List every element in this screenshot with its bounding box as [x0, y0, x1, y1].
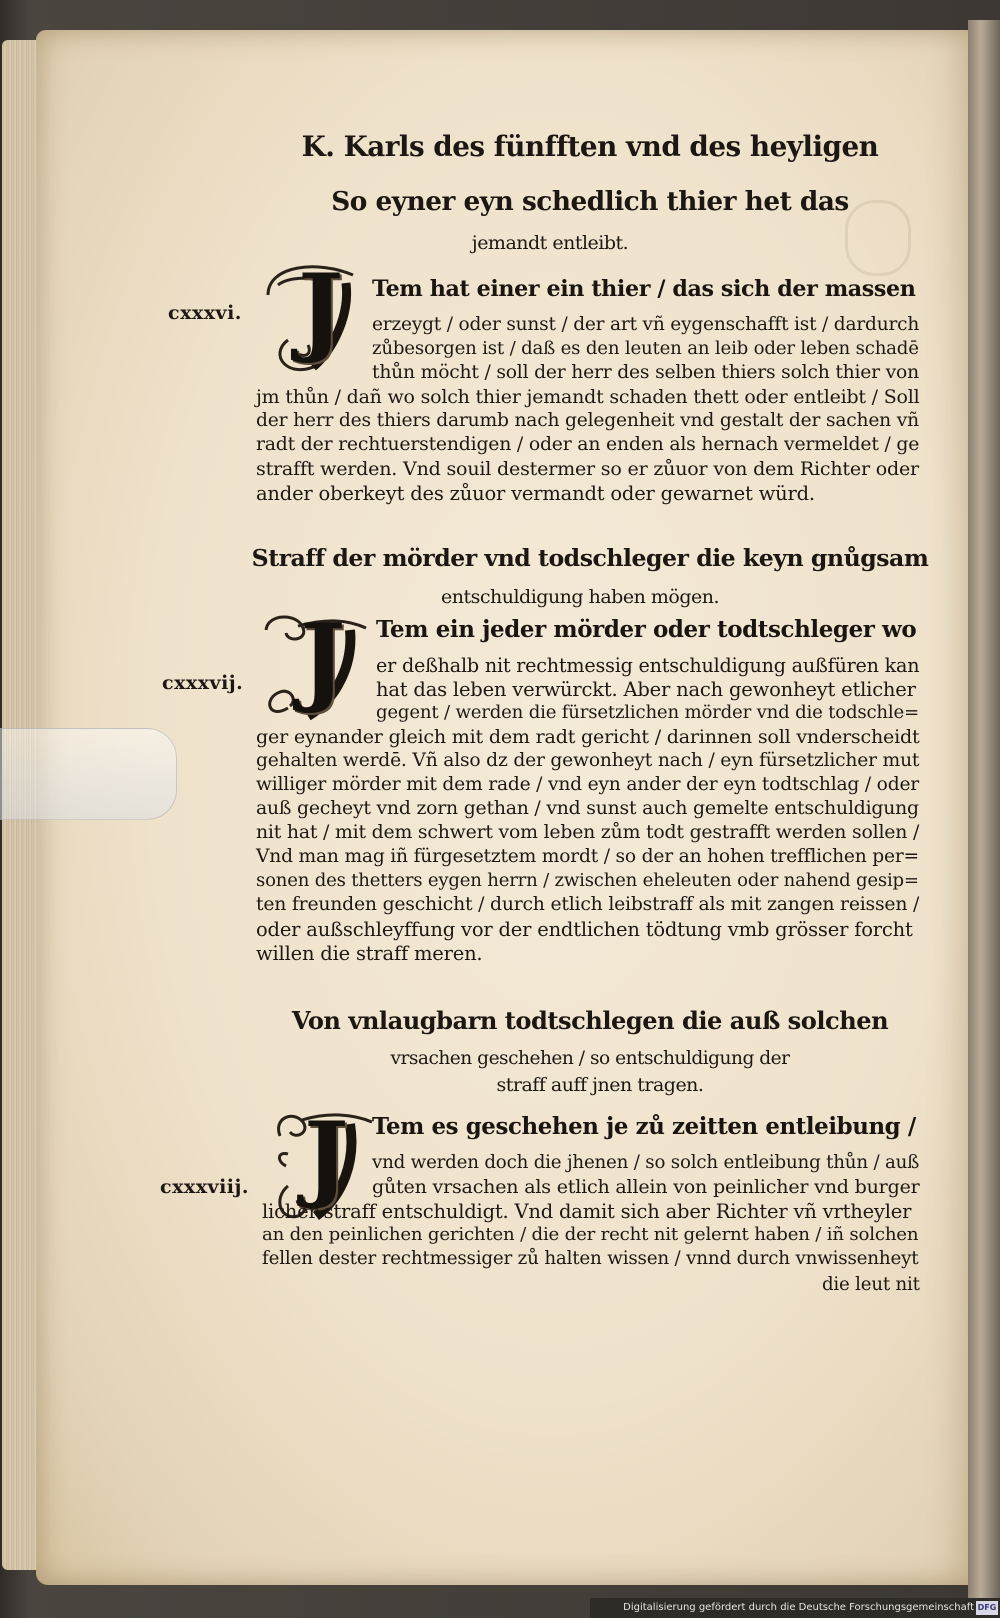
- section-3-heading-line-3: straff auff jnen tragen.: [496, 1074, 704, 1096]
- section-1-line-3: thůn möcht / soll der herr des selben thiers solch thier von: [372, 362, 919, 383]
- section-2-heading-line-1: Straff der mörder vnd todschleger die keyn gnůgsam: [251, 544, 929, 572]
- section-2-line-6: williger mörder mit dem rade / vnd eyn ander der eyn todtschlag / oder: [256, 774, 919, 795]
- section-1-line-6: radt der rechtuerstendigen / oder an enden als hernach vermeldet / ge: [256, 434, 920, 455]
- section-1-line-8: ander oberkeyt des zůuor vermandt oder gewarnet würd.: [256, 482, 815, 505]
- catchword: die leut nit: [822, 1274, 920, 1295]
- section-1-line-2: zůbesorgen ist / daß es den leuten an leib oder leben schadē: [372, 338, 919, 359]
- section-2-line-10: sonen des thetters eygen herrn / zwischen eheleuten oder nahend gesip=: [256, 870, 919, 891]
- section-2-article-number: cxxxvij.: [162, 672, 244, 694]
- dfg-logo: DFG: [976, 1601, 998, 1615]
- section-2-line-2: hat das leben verwürckt. Aber nach gewonheyt etlicher: [376, 678, 916, 701]
- section-3-line-5: fellen dester rechtmessiger zů halten wissen / vnnd durch vnwissenheyt: [262, 1248, 919, 1269]
- section-1-initial: J: [298, 253, 344, 366]
- section-2-line-8: nit hat / mit dem schwert vom leben zům todt gestrafft werden sollen /: [256, 822, 920, 843]
- section-1-line-1: erzeygt / oder sunst / der art vñ eygenschafft ist / dardurch: [372, 314, 920, 335]
- section-1-first-line: Tem hat einer ein thier / das sich der massen: [372, 276, 916, 302]
- section-3-heading-line-1: Von vnlaugbarn todtschlegen die auß solchen: [291, 1006, 889, 1035]
- section-3-line-2: gůten vrsachen als etlich allein von peinlicher vnd burger: [372, 1176, 920, 1198]
- section-1-heading-line-2: jemandt entleibt.: [471, 232, 629, 254]
- section-3-heading-line-2: vrsachen geschehen / so entschuldigung der: [390, 1048, 790, 1069]
- section-2-line-13: willen die straff meren.: [256, 942, 483, 965]
- section-3-line-4: an den peinlichen gerichten / die der recht nit gelernt haben / iñ solchen: [262, 1224, 919, 1245]
- section-3-line-3: licher straff entschuldigt. Vnd damit sich aber Richter vñ vrtheyler: [262, 1200, 912, 1223]
- section-2-line-3: gegent / werden die fürsetzlichen mörder vnd die todschle=: [376, 702, 920, 723]
- section-1-line-5: der herr des thiers darumb nach gelegenheit vnd gestalt der sachen vñ: [256, 410, 919, 431]
- section-2-line-1: er deßhalb nit rechtmessig entschuldigung außfüren kan: [376, 654, 920, 677]
- section-3-initial: J: [304, 1102, 349, 1212]
- section-1-line-7: strafft werden. Vnd souil destermer so er zůuor von dem Richter oder: [256, 458, 919, 480]
- running-head: K. Karls des fünfften vnd des heyligen: [301, 130, 879, 163]
- section-2-line-11: ten freunden geschicht / durch etlich leibstraff als mit zangen reissen /: [256, 894, 920, 915]
- funding-footer: Digitalisierung gefördert durch die Deutsche Forschungsgemeinschaft: [590, 1598, 1000, 1618]
- section-2-first-line: Tem ein jeder mörder oder todtschleger wo: [376, 616, 917, 643]
- section-2-line-12: oder außschleyffung vor der endtlichen tödtung vmb grösser forcht: [256, 918, 913, 941]
- section-2-line-7: auß gecheyt vnd zorn gethan / vnd sunst auch gemelte entschuldigung: [256, 798, 919, 819]
- section-3-first-line: Tem es geschehen je zů zeitten entleibung /: [372, 1114, 916, 1140]
- section-2-heading-line-2: entschuldigung haben mögen.: [440, 586, 720, 608]
- section-2-line-5: gehalten werdē. Vñ also dz der gewonheyt nach / eyn fürsetzlicher mut: [256, 750, 920, 771]
- section-2-initial: J: [300, 603, 346, 716]
- section-1-article-number: cxxxvi.: [168, 302, 242, 324]
- section-3-article-number: cxxxviij.: [160, 1176, 250, 1198]
- section-1-heading-line-1: So eyner eyn schedlich thier het das: [331, 186, 849, 217]
- section-2-line-4: ger eynander gleich mit dem radt gericht / darinnen soll vnderscheidt: [256, 726, 920, 748]
- section-3-line-1: vnd werden doch die jhenen / so solch entleibung thůn / auß: [372, 1152, 920, 1173]
- section-2-line-9: Vnd man mag iñ fürgesetztem mordt / so der an hohen trefflichen per=: [256, 846, 919, 867]
- section-1-line-4: jm thůn / dañ wo solch thier jemandt schaden thett oder entleibt / Soll: [256, 386, 920, 408]
